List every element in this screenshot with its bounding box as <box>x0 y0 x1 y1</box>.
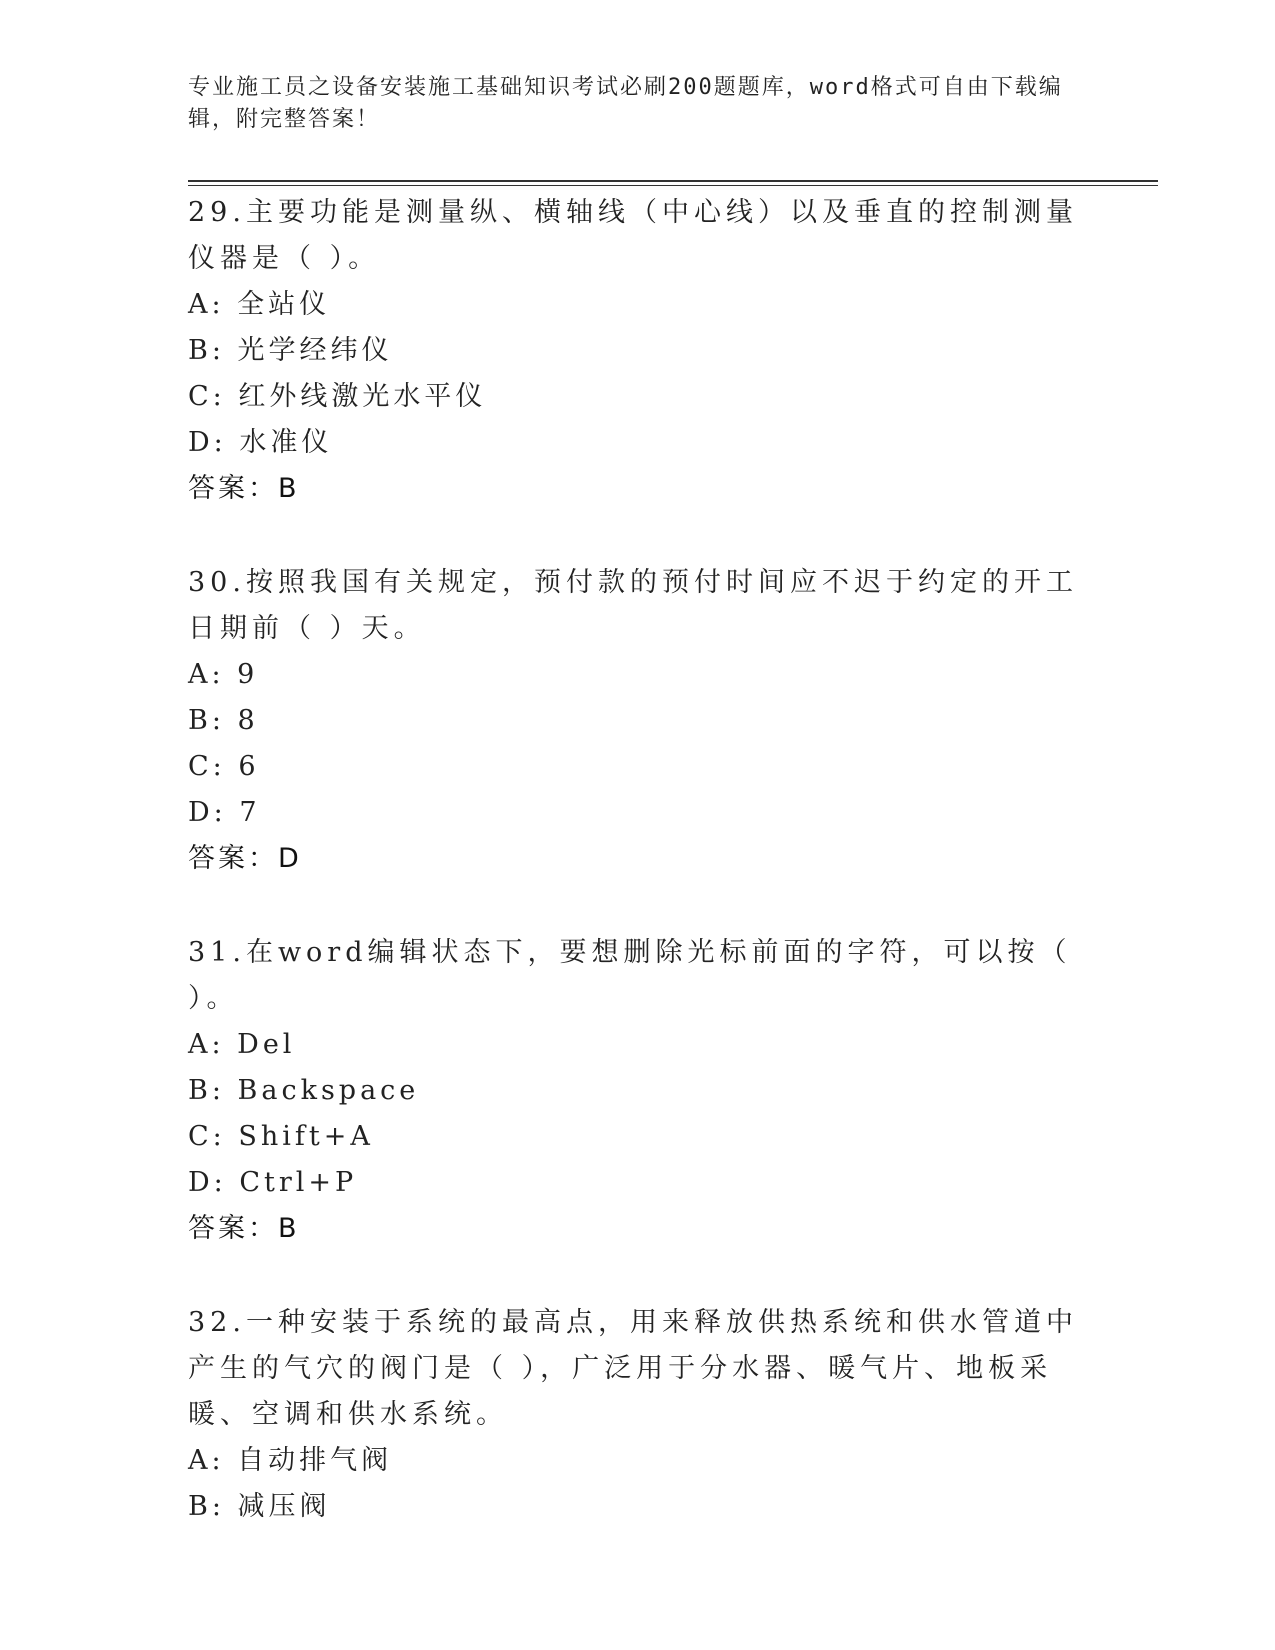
option-a: A: 自动排气阀 <box>188 1445 393 1476</box>
question-31 <box>188 930 1088 1252</box>
option-c: C: 6 <box>188 751 260 782</box>
option-d: D: Ctrl+P <box>188 1167 358 1198</box>
option-d: D: 7 <box>188 797 261 828</box>
option-b: B: Backspace <box>188 1075 420 1106</box>
document-header: 专业施工员之设备安装施工基础知识考试必刷200题题库，word格式可自由下载编辑，附完整答案！ <box>188 75 1063 132</box>
question-stem: 32.一种安装于系统的最高点，用来释放供热系统和供水管道中产生的气穴的阀门是（ ），广泛用于分水器、暖气片、地板采暖、空调和供水系统。 <box>188 1307 1078 1430</box>
option-d: D: 水准仪 <box>188 427 333 458</box>
option-b: B: 光学经纬仪 <box>188 335 393 366</box>
question-stem: 29.主要功能是测量纵、横轴线（中心线）以及垂直的控制测量仪器是（ ）。 <box>188 197 1078 274</box>
question-29 <box>188 190 1088 512</box>
answer-line: 答案：D <box>188 843 302 874</box>
option-b: B: 减压阀 <box>188 1491 331 1522</box>
header-divider-thin <box>188 185 1158 186</box>
question-stem: 31.在word编辑状态下，要想删除光标前面的字符，可以按（ ）。 <box>188 937 1072 1014</box>
question-stem: 30.按照我国有关规定，预付款的预付时间应不迟于约定的开工日期前（ ）天。 <box>188 567 1078 644</box>
answer-line: 答案：B <box>188 1213 300 1244</box>
option-a: A: 全站仪 <box>188 289 331 320</box>
option-b: B: 8 <box>188 705 259 736</box>
option-c: C: 红外线激光水平仪 <box>188 381 487 412</box>
question-32 <box>188 1300 1088 1530</box>
option-a: A: Del <box>188 1029 296 1060</box>
answer-line: 答案：B <box>188 473 300 504</box>
question-list <box>188 190 1088 1530</box>
header-divider-thick <box>188 180 1158 182</box>
option-a: A: 9 <box>188 659 259 690</box>
question-30 <box>188 560 1088 882</box>
option-c: C: Shift+A <box>188 1121 374 1152</box>
